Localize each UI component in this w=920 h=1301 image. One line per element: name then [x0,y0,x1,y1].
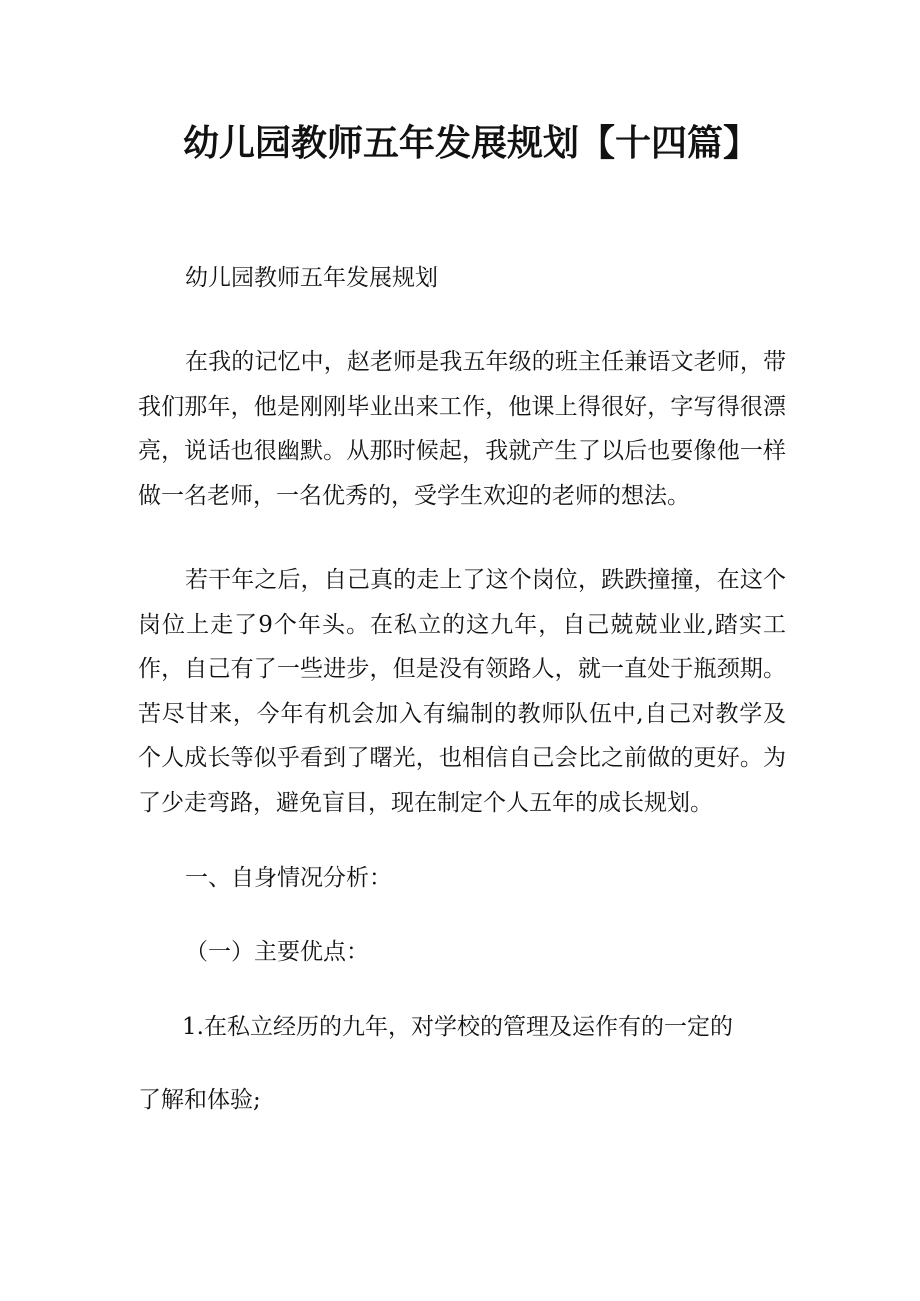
paragraph-memory: 在我的记忆中，赵老师是我五年级的班主任兼语文老师，带我们那年，他是刚刚毕业出来工作，他课上得很好，字写得很漂亮，说话也很幽默。从那时候起，我就产生了以后也要像他一样做一名老师，一名优秀的，受学生欢迎的老师的想法。 [138,349,786,509]
list-item-1-continuation: 了解和体验; [138,1087,261,1113]
subsection-heading-strengths: （一）主要优点： [185,939,369,965]
section-heading-self-analysis: 一、自身情况分析： [185,865,392,891]
list-item-1: 1.在私立经历的九年，对学校的管理及运作有的一定的 [182,1014,733,1040]
paragraph-career: 若干年之后，自己真的走上了这个岗位，跌跌撞撞，在这个岗位上走了9个年头。在私立的这九年，自己兢兢业业,踏实工作，自己有了一些进步，但是没有领路人，就一直处于瓶颈期。苦尽甘来，今年有机会加入有编制的教师队伍中,自己对教学及个人成长等似乎看到了曙光，也相信自己会比之前做的更好。为了少走弯路，避免盲目，现在制定个人五年的成长规划。 [138,567,786,816]
article-heading: 幼儿园教师五年发展规划 [185,265,438,291]
document-title: 幼儿园教师五年发展规划【十四篇】 [183,123,760,164]
